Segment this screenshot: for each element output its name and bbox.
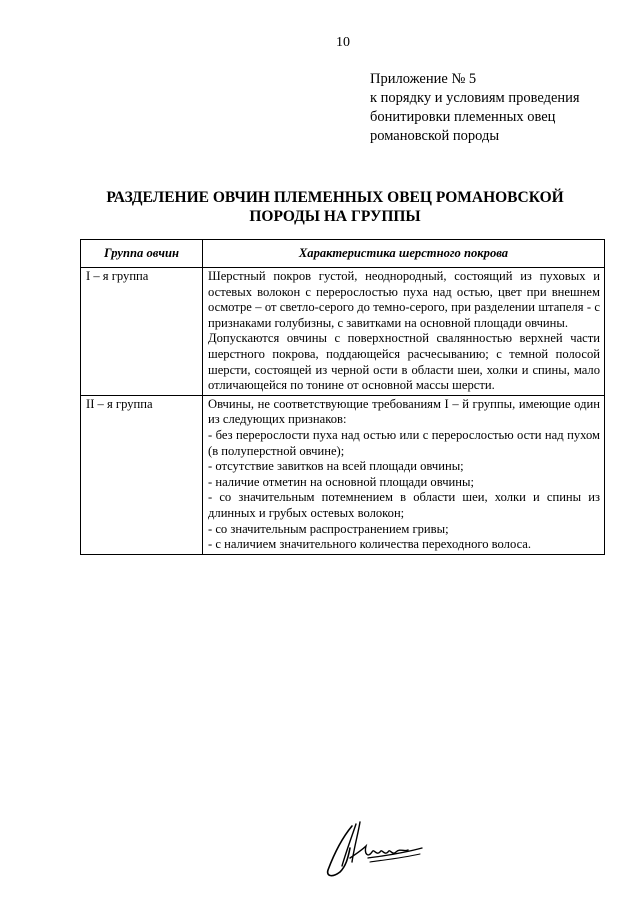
page-number: 10	[336, 35, 350, 50]
appendix-line: к порядку и условиям проведения	[370, 90, 580, 106]
table-row	[81, 395, 605, 554]
sheepskin-groups-table	[80, 239, 605, 555]
group-cell: II – я группа	[81, 395, 203, 554]
table-header-row	[81, 240, 605, 268]
characteristic-list-item: - без перерослости пуха над остью или с перерослостью ости над пухом (в полуперстной овчине);	[208, 427, 600, 458]
characteristic-paragraph: Овчины, не соответствующие требованиям I – й группы, имеющие один из следующих признаков:	[208, 396, 600, 427]
characteristic-list-item: - отсутствие завитков на всей площади овчины;	[208, 459, 464, 474]
document-title-line: ПОРОДЫ НА ГРУППЫ	[249, 208, 421, 225]
characteristic-paragraph: Допускаются овчины с поверхностной свалянностью верхней части шерстного покрова, поддающейся расчесыванию; с темной полосой шерсти, состоящей из черной ости в области шеи, холки и спины, мало отличающейся по тонине от основной массы шерсти.	[208, 331, 600, 393]
appendix-line: Приложение № 5	[370, 71, 477, 87]
characteristic-paragraph: Шерстный покров густой, неоднородный, состоящий из пуховых и остевых волокон с перерослостью пуха над остью, цвет при внешнем осмотре – от светло-серого до темно-серого, при разделении штапеля - с признаками голубизны, с завитками на основной площади овчины.	[208, 269, 600, 330]
characteristic-list-item: - со значительным распространением гривы;	[208, 521, 449, 536]
appendix-reference	[370, 70, 620, 146]
characteristic-cell	[203, 395, 605, 554]
characteristic-list-item: - с наличием значительного количества переходного волоса.	[208, 537, 532, 552]
table-row	[81, 268, 605, 396]
handwritten-signature	[312, 818, 432, 884]
group-cell: I – я группа	[81, 268, 203, 396]
appendix-line: романовской породы	[370, 128, 500, 144]
appendix-line: бонитировки племенных овец	[370, 109, 556, 125]
header-group: Группа овчин	[81, 240, 203, 268]
document-title-line: РАЗДЕЛЕНИЕ ОВЧИН ПЛЕМЕННЫХ ОВЕЦ РОМАНОВСКОЙ	[106, 189, 564, 206]
characteristic-list-item: - наличие отметин на основной площади овчины;	[208, 474, 474, 489]
characteristic-cell	[203, 268, 605, 396]
header-characteristic: Характеристика шерстного покрова	[203, 240, 605, 268]
document-title	[80, 188, 590, 226]
characteristic-list-item: - со значительным потемнением в области шеи, холки и спины из длинных и грубых остевых волокон;	[208, 490, 600, 520]
